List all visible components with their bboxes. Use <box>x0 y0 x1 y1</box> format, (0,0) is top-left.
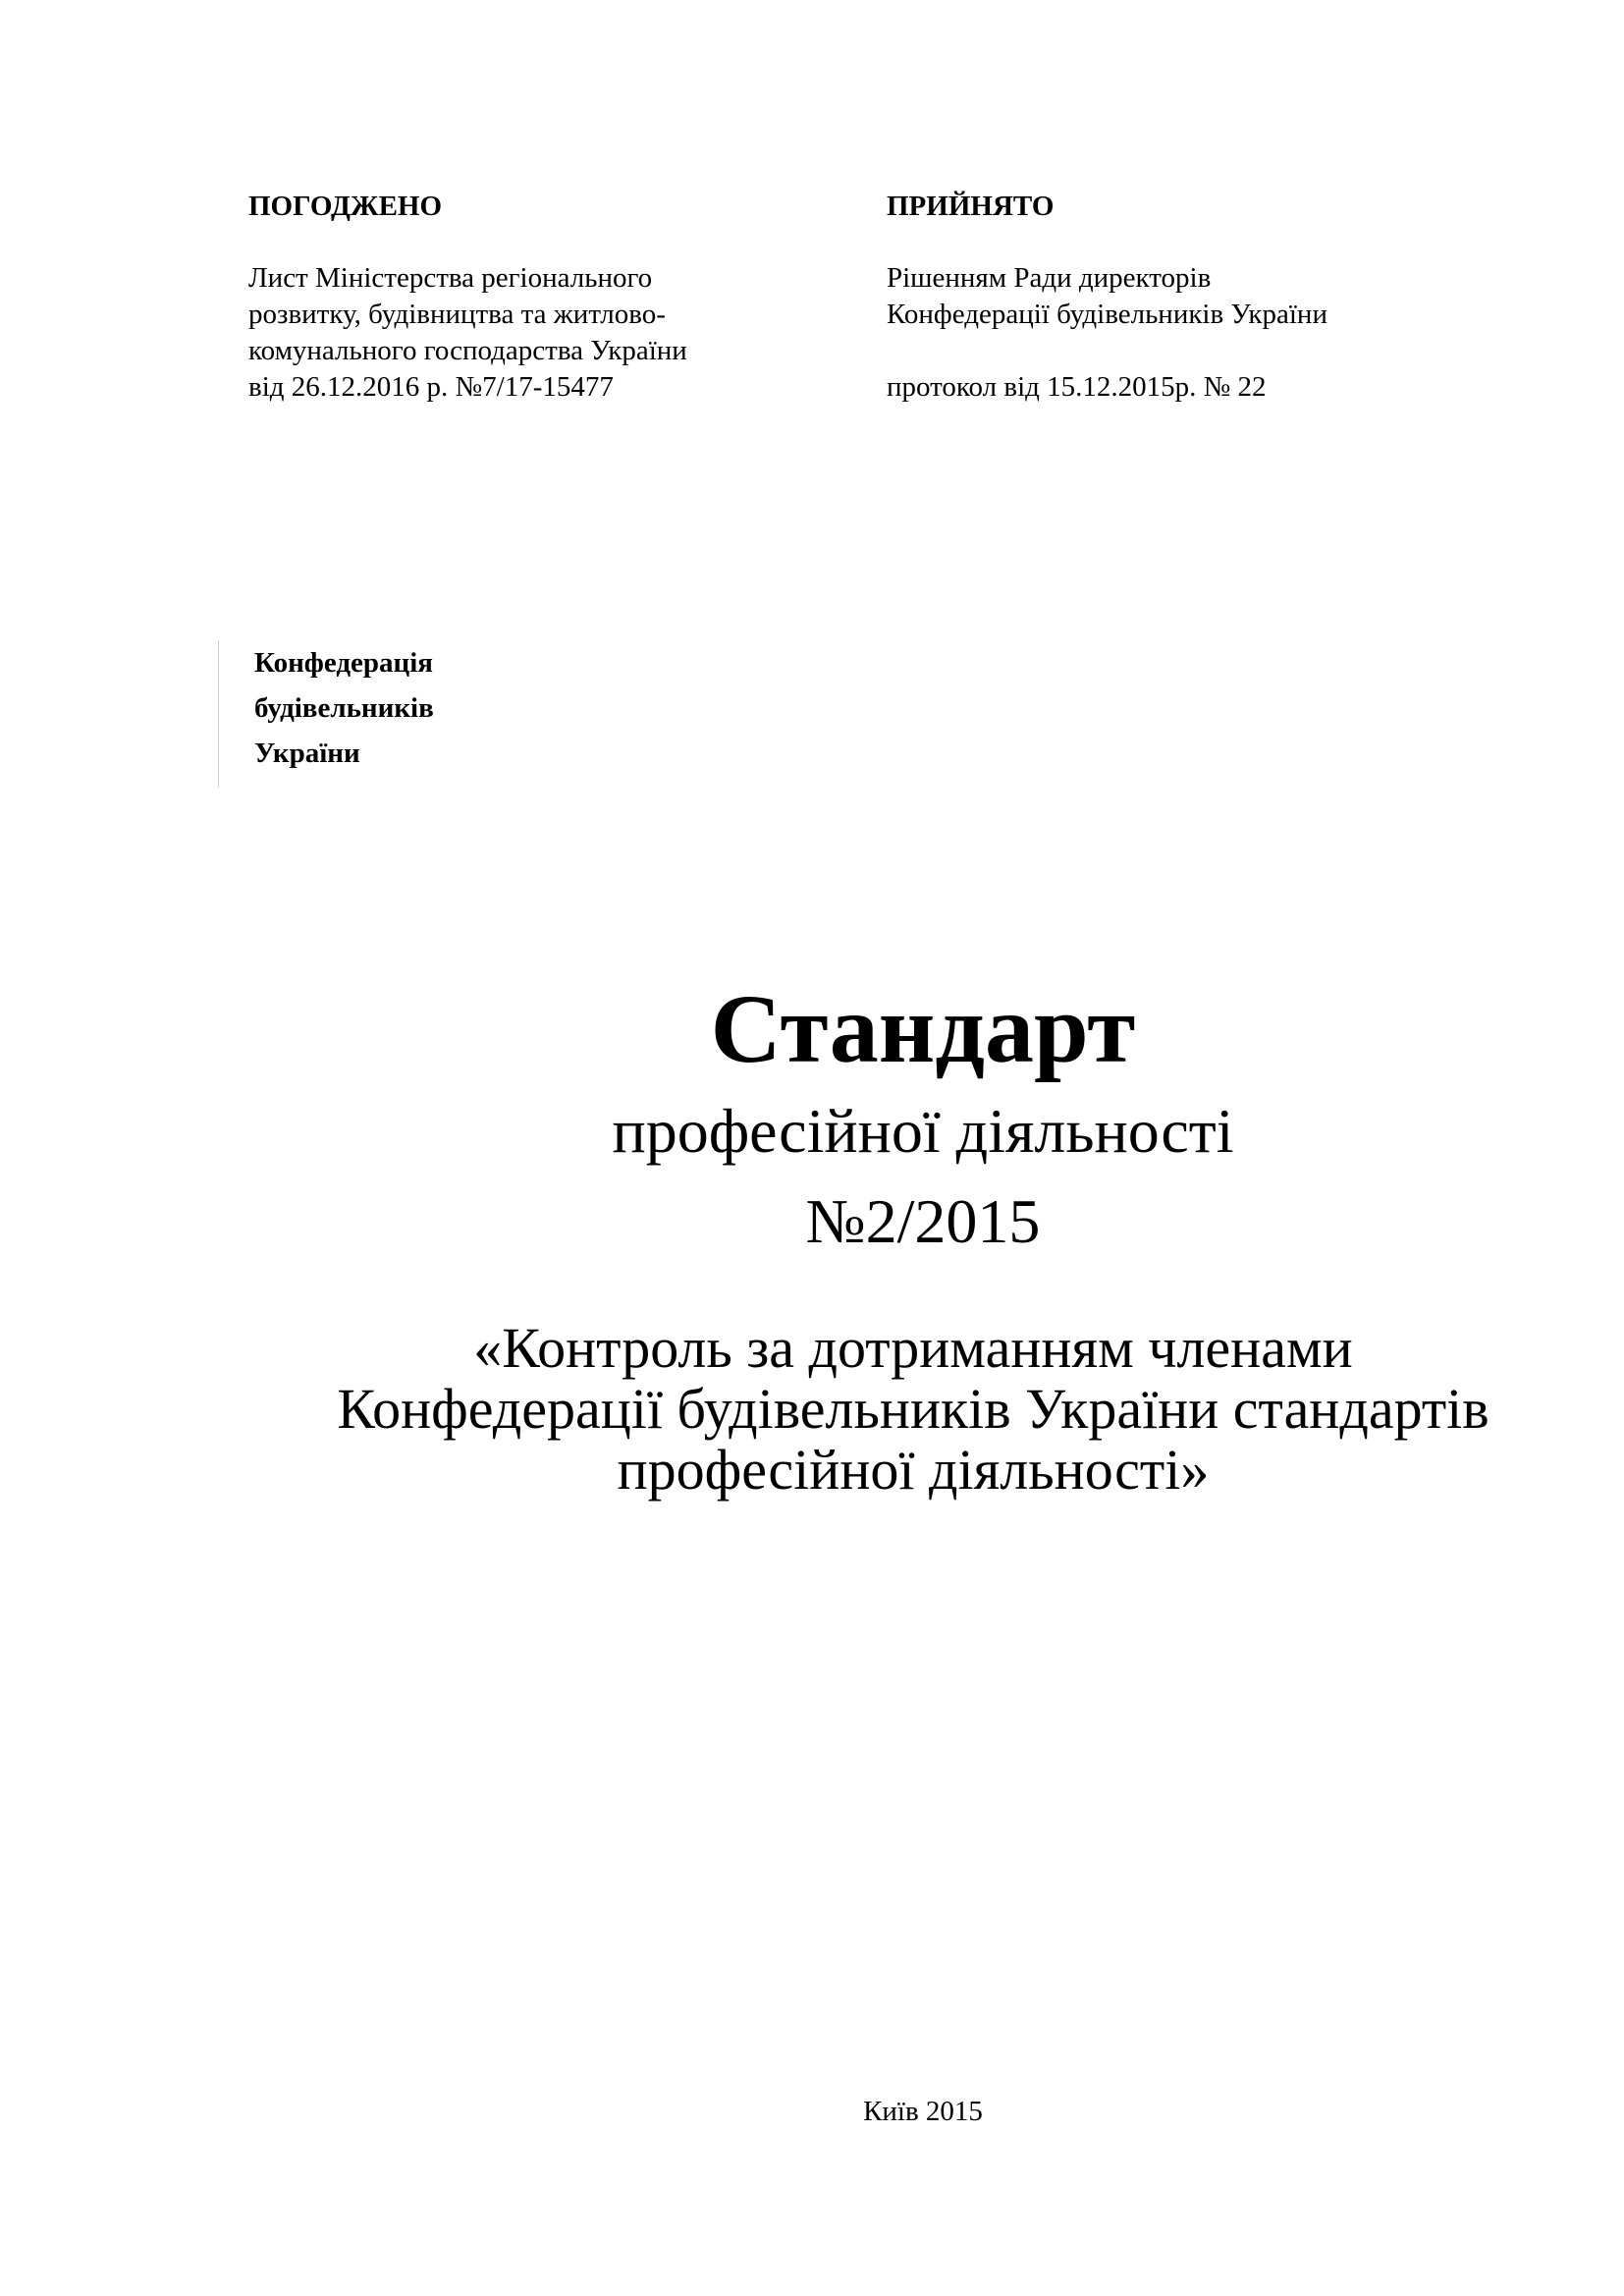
document-name-quote <box>196 1318 1624 1501</box>
approval-heading-agreed: ПОГОДЖЕНО <box>248 191 443 222</box>
organization-name-line: Конфедерація <box>254 647 433 679</box>
approval-agreed-line: комунального господарства України <box>248 335 687 366</box>
organization-name-block <box>218 640 434 788</box>
document-name-line: професійної діяльності» <box>617 1438 1210 1502</box>
place-and-year: Київ 2015 <box>863 2096 983 2127</box>
approval-agreed-line: від 26.12.2016 р. №7/17-15477 <box>248 371 614 403</box>
document-number: №2/2015 <box>805 1186 1041 1256</box>
approval-adopted-line: Конфедерації будівельників України <box>887 299 1327 330</box>
approval-block-adopted <box>887 189 1515 406</box>
approval-agreed-line: розвитку, будівництва та житлово- <box>248 299 666 330</box>
approval-agreed-line: Лист Міністерства регіонального <box>248 262 653 294</box>
spacer <box>887 333 1515 369</box>
organization-name-line: будівельників <box>254 692 434 724</box>
organization-name-line: України <box>254 738 360 769</box>
document-name-line: Конфедерації будівельників України стандартів <box>337 1377 1489 1441</box>
approval-heading-adopted: ПРИЙНЯТО <box>887 191 1055 222</box>
approval-adopted-line: Рішенням Ради директорів <box>887 262 1212 294</box>
approval-block-agreed <box>248 189 818 406</box>
document-title: Стандарт <box>710 974 1136 1083</box>
approval-adopted-line: протокол від 15.12.2015р. № 22 <box>887 371 1267 403</box>
document-subtitle: професійної діяльності <box>612 1096 1234 1166</box>
document-name-line: «Контроль за дотриманням членами <box>473 1316 1353 1380</box>
